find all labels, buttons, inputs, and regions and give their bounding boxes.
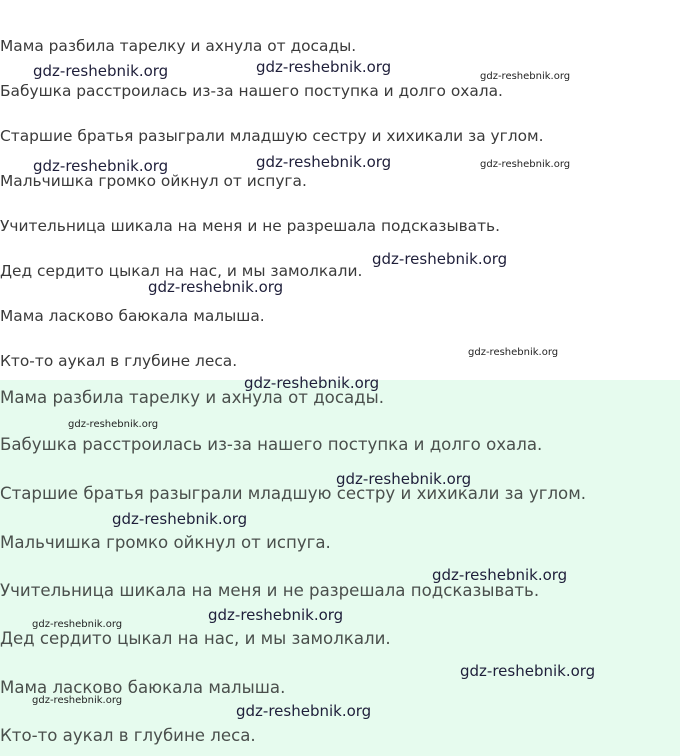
- watermark: gdz-reshebnik.org: [148, 278, 284, 296]
- answer-sentence-2: Бабушка расстроилась из-за нашего поступка и долго охала.: [0, 435, 543, 454]
- exercise-sentence-6: Дед сердито цыкал на нас, и мы замолкали.: [0, 262, 363, 280]
- watermark: gdz-reshebnik.org: [33, 157, 169, 175]
- watermark: gdz-reshebnik.org: [480, 159, 571, 170]
- exercise-sentence-5: Учительница шикала на меня и не разрешала подсказывать.: [0, 217, 501, 235]
- answer-sentence-5: Учительница шикала на меня и не разрешала подсказывать.: [0, 581, 540, 600]
- watermark: gdz-reshebnik.org: [372, 250, 508, 268]
- watermark: gdz-reshebnik.org: [236, 702, 372, 720]
- exercise-sentence-4: Мальчишка громко ойкнул от испуга.: [0, 172, 307, 190]
- watermark: gdz-reshebnik.org: [256, 58, 392, 76]
- exercise-sentence-1: Мама разбила тарелку и ахнула от досады.: [0, 37, 357, 55]
- watermark: gdz-reshebnik.org: [32, 695, 123, 706]
- answer-sentence-1: Мама разбила тарелку и ахнула от досады.: [0, 388, 384, 407]
- watermark: gdz-reshebnik.org: [33, 62, 169, 80]
- answer-sentence-8: Кто-то аукал в глубине леса.: [0, 726, 256, 745]
- answer-sentence-3: Старшие братья разыграли младшую сестру и хихикали за углом.: [0, 484, 586, 503]
- watermark: gdz-reshebnik.org: [432, 566, 568, 584]
- watermark: gdz-reshebnik.org: [244, 374, 380, 392]
- watermark: gdz-reshebnik.org: [460, 662, 596, 680]
- watermark: gdz-reshebnik.org: [32, 619, 123, 630]
- exercise-sentence-2: Бабушка расстроилась из-за нашего поступка и долго охала.: [0, 82, 503, 100]
- watermark: gdz-reshebnik.org: [336, 470, 472, 488]
- answer-sentence-7: Мама ласково баюкала малыша.: [0, 678, 286, 697]
- watermark: gdz-reshebnik.org: [68, 419, 159, 430]
- watermark: gdz-reshebnik.org: [112, 510, 248, 528]
- exercise-sentence-8: Кто-то аукал в глубине леса.: [0, 352, 238, 370]
- exercise-sentence-3: Старшие братья разыграли младшую сестру и хихикали за углом.: [0, 127, 544, 145]
- exercise-sentence-7: Мама ласково баюкала малыша.: [0, 307, 265, 325]
- answer-sentence-4: Мальчишка громко ойкнул от испуга.: [0, 533, 331, 552]
- watermark: gdz-reshebnik.org: [256, 153, 392, 171]
- watermark: gdz-reshebnik.org: [208, 606, 344, 624]
- watermark: gdz-reshebnik.org: [468, 347, 559, 358]
- answer-sentence-6: Дед сердито цыкал на нас, и мы замолкали.: [0, 629, 391, 648]
- watermark: gdz-reshebnik.org: [480, 71, 571, 82]
